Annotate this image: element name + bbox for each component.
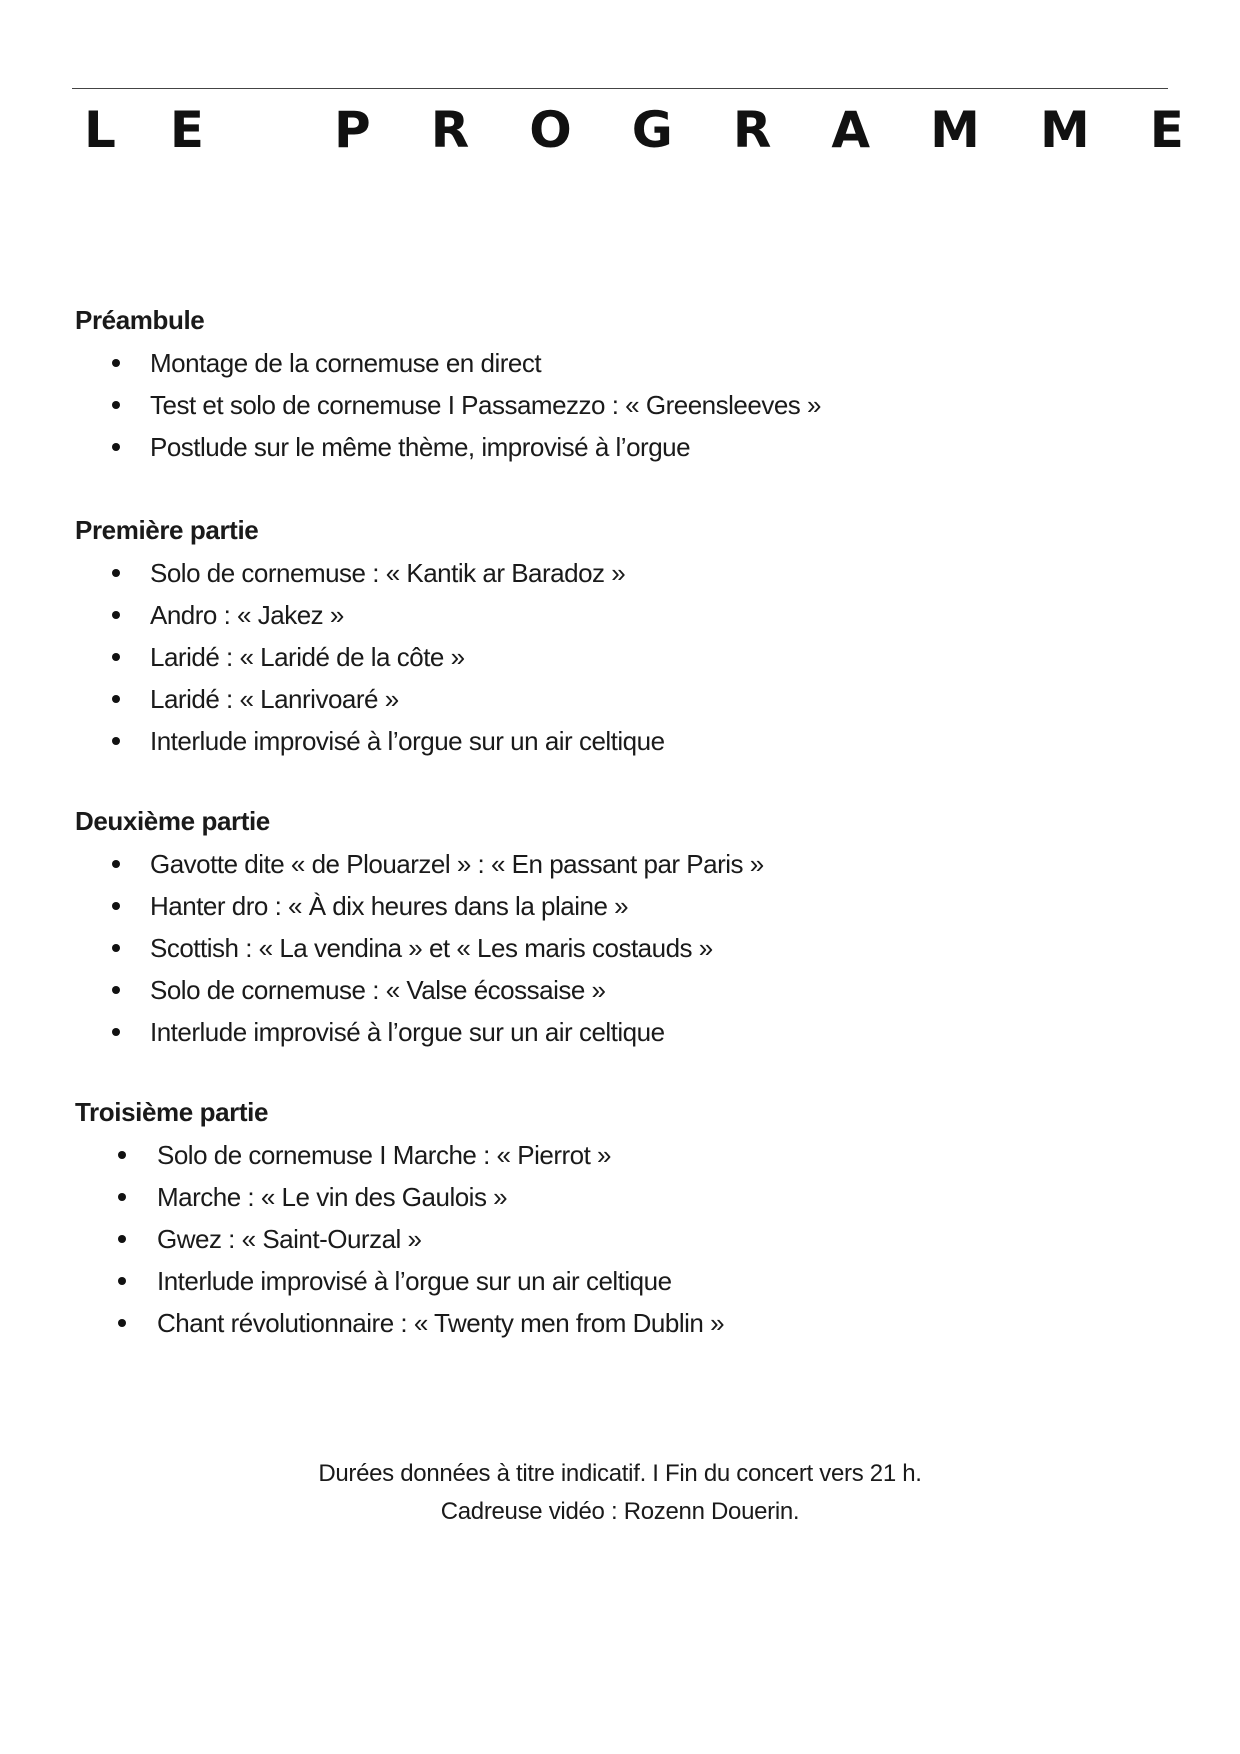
list-item-text: Laridé : « Lanrivoaré » [150, 684, 399, 714]
footer-line-duration: Durées données à titre indicatif. I Fin du concert vers 21 h. [318, 1460, 922, 1487]
list-item [75, 720, 1075, 762]
list-item-text: Postlude sur le même thème, improvisé à l’orgue [150, 432, 691, 462]
page-title [84, 100, 1184, 170]
title-letter: E [1149, 101, 1184, 159]
bullet-icon [112, 653, 120, 661]
list-item [75, 843, 1075, 885]
bullet-icon [112, 986, 120, 994]
item-list [75, 1134, 1075, 1344]
list-item [75, 636, 1075, 678]
bullet-icon [118, 1151, 126, 1159]
footer-notes [0, 1455, 1240, 1531]
bullet-icon [112, 359, 120, 367]
list-item-text: Solo de cornemuse : « Kantik ar Baradoz » [150, 558, 626, 588]
list-item [75, 1302, 1075, 1344]
section-deuxieme-partie [75, 805, 1075, 1053]
list-item-text: Andro : « Jakez » [150, 600, 344, 630]
title-word-programme [334, 100, 1184, 160]
list-item-text: Scottish : « La vendina » et « Les maris costauds » [150, 933, 713, 963]
list-item [75, 594, 1075, 636]
list-item [75, 384, 1075, 426]
title-letter: M [930, 101, 980, 159]
list-item [75, 1260, 1075, 1302]
list-item [75, 1218, 1075, 1260]
list-item-text: Marche : « Le vin des Gaulois » [157, 1182, 508, 1212]
item-list [75, 342, 1075, 468]
bullet-icon [112, 695, 120, 703]
footer-line-credits: Cadreuse vidéo : Rozenn Douerin. [440, 1498, 800, 1525]
title-word-le [84, 100, 204, 160]
list-item-text: Interlude improvisé à l’orgue sur un air celtique [150, 726, 665, 756]
list-item-text: Gavotte dite « de Plouarzel » : « En passant par Paris » [150, 849, 764, 879]
title-letter: L [84, 101, 116, 159]
list-item-text: Hanter dro : « À dix heures dans la plaine » [150, 891, 629, 921]
bullet-icon [112, 944, 120, 952]
title-letter: A [831, 101, 871, 159]
item-list [75, 552, 1075, 762]
list-item [75, 1176, 1075, 1218]
bullet-icon [112, 737, 120, 745]
section-preambule [75, 304, 1075, 468]
top-rule [72, 88, 1168, 89]
list-item [75, 885, 1075, 927]
list-item [75, 678, 1075, 720]
bullet-icon [118, 1277, 126, 1285]
title-letter: E [169, 101, 204, 159]
list-item [75, 969, 1075, 1011]
list-item-text: Solo de cornemuse I Marche : « Pierrot » [157, 1140, 612, 1170]
bullet-icon [112, 860, 120, 868]
list-item [75, 426, 1075, 468]
section-heading: Première partie [75, 515, 259, 545]
list-item-text: Test et solo de cornemuse I Passamezzo : « Greensleeves » [150, 390, 821, 420]
list-item-text: Interlude improvisé à l’orgue sur un air celtique [150, 1017, 665, 1047]
list-item [75, 552, 1075, 594]
section-heading: Préambule [75, 305, 205, 335]
bullet-icon [118, 1193, 126, 1201]
title-letter: R [732, 101, 772, 159]
section-troisieme-partie [75, 1096, 1075, 1344]
list-item-text: Solo de cornemuse : « Valse écossaise » [150, 975, 606, 1005]
list-item [75, 1011, 1075, 1053]
bullet-icon [112, 611, 120, 619]
title-letter: P [334, 101, 371, 159]
bullet-icon [118, 1319, 126, 1327]
list-item-text: Gwez : « Saint-Ourzal » [157, 1224, 422, 1254]
list-item-text: Montage de la cornemuse en direct [150, 348, 542, 378]
bullet-icon [112, 569, 120, 577]
title-letter: G [631, 101, 673, 159]
bullet-icon [112, 443, 120, 451]
bullet-icon [112, 902, 120, 910]
title-letter: O [529, 101, 572, 159]
list-item [75, 1134, 1075, 1176]
list-item-text: Interlude improvisé à l’orgue sur un air celtique [157, 1266, 672, 1296]
title-letter: M [1039, 101, 1090, 159]
item-list [75, 843, 1075, 1053]
bullet-icon [118, 1235, 126, 1243]
bullet-icon [112, 1028, 120, 1036]
title-letter: R [430, 101, 470, 159]
list-item [75, 927, 1075, 969]
section-premiere-partie [75, 514, 1075, 762]
list-item-text: Laridé : « Laridé de la côte » [150, 642, 465, 672]
list-item [75, 342, 1075, 384]
list-item-text: Chant révolutionnaire : « Twenty men from Dublin » [157, 1308, 725, 1338]
section-heading: Deuxième partie [75, 806, 270, 836]
bullet-icon [112, 401, 120, 409]
section-heading: Troisième partie [75, 1097, 269, 1127]
